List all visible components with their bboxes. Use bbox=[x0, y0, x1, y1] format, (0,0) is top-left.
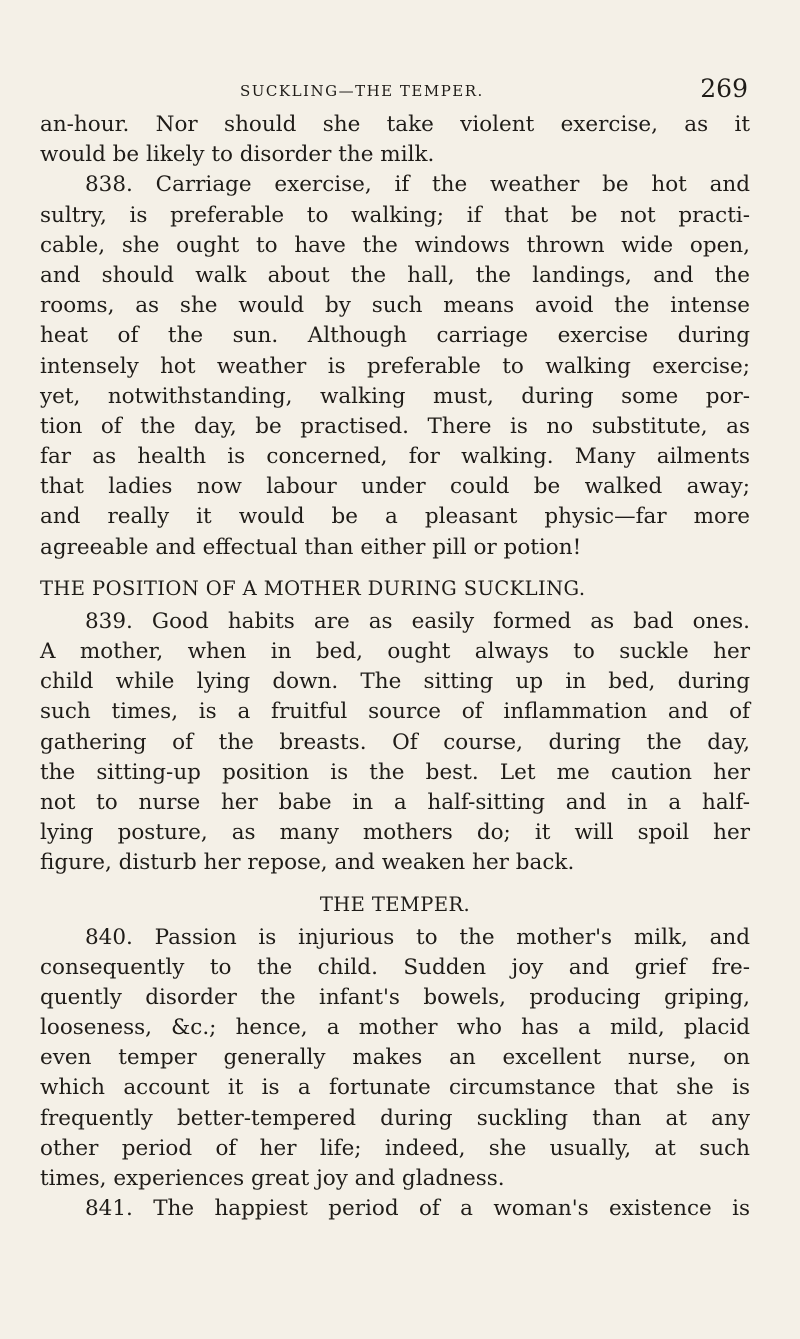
text-line: frequently better-tempered during suckling than at any bbox=[40, 1105, 750, 1131]
text-line: times, experiences great joy and gladness. bbox=[40, 1166, 505, 1191]
text-line: and should walk about the hall, the landings, and the bbox=[40, 262, 750, 288]
text-line: looseness, &c.; hence, a mother who has a mild, placid bbox=[40, 1015, 750, 1041]
text-line: yet, notwithstanding, walking must, during some por- bbox=[40, 383, 750, 409]
page-body bbox=[40, 110, 750, 1224]
text-line: sultry, is preferable to walking; if that be not practi- bbox=[40, 202, 750, 228]
section-heading-position: THE POSITION OF A MOTHER DURING SUCKLING. bbox=[40, 576, 586, 600]
text-line: child while lying down. The sitting up in bed, during bbox=[40, 669, 750, 695]
text-line: consequently to the child. Sudden joy and grief fre- bbox=[40, 954, 750, 980]
text-line: an-hour. Nor should she take violent exercise, as it bbox=[40, 112, 750, 137]
text-line: lying posture, as many mothers do; it will spoil her bbox=[40, 820, 750, 846]
text-line: agreeable and effectual than either pill or potion! bbox=[40, 534, 582, 560]
text-line: would be likely to disorder the milk. bbox=[40, 142, 435, 168]
running-head-title: SUCKLING—THE TEMPER. bbox=[240, 82, 484, 100]
text-line: and really it would be a pleasant physic—far more bbox=[40, 504, 750, 530]
text-line: 841. The happiest period of a woman's existence is bbox=[85, 1196, 750, 1222]
text-line: rooms, as she would by such means avoid the intense bbox=[40, 293, 750, 319]
text-line: the sitting-up position is the best. Let me caution her bbox=[40, 759, 750, 785]
text-line: 839. Good habits are as easily formed as bad ones. bbox=[85, 608, 750, 634]
running-head bbox=[40, 74, 748, 104]
text-line: gathering of the breasts. Of course, during the day, bbox=[40, 729, 750, 755]
paragraph-838 bbox=[40, 170, 750, 562]
paragraph-841 bbox=[40, 1194, 750, 1224]
text-line: such times, is a fruitful source of inflammation and of bbox=[40, 699, 750, 725]
section-heading-temper: THE TEMPER. bbox=[319, 892, 471, 916]
text-line: cable, she ought to have the windows thrown wide open, bbox=[40, 232, 750, 258]
text-line: that ladies now labour under could be walked away; bbox=[40, 474, 750, 500]
paragraph-840 bbox=[40, 923, 750, 1195]
text-line: which account it is a fortunate circumstance that she is bbox=[40, 1075, 750, 1101]
text-line: quently disorder the infant's bowels, producing griping, bbox=[40, 984, 750, 1010]
text-line: even temper generally makes an excellent nurse, on bbox=[40, 1045, 750, 1071]
page-number: 269 bbox=[700, 74, 748, 103]
text-line: tion of the day, be practised. There is no substitute, as bbox=[40, 413, 750, 439]
text-line: A mother, when in bed, ought always to suckle her bbox=[40, 639, 750, 664]
text-line: figure, disturb her repose, and weaken her back. bbox=[40, 850, 575, 876]
text-line: 838. Carriage exercise, if the weather be hot and bbox=[85, 172, 750, 198]
paragraph-839 bbox=[40, 607, 750, 879]
text-line: intensely hot weather is preferable to walking exercise; bbox=[40, 353, 750, 379]
text-line: far as health is concerned, for walking. Many ailments bbox=[40, 444, 750, 470]
paragraph-837-continuation bbox=[40, 110, 750, 170]
text-line: 840. Passion is injurious to the mother's milk, and bbox=[85, 924, 750, 950]
text-line: other period of her life; indeed, she usually, at such bbox=[40, 1135, 750, 1161]
text-line: not to nurse her babe in a half-sitting and in a half- bbox=[40, 789, 750, 815]
text-line: heat of the sun. Although carriage exercise during bbox=[40, 323, 750, 349]
